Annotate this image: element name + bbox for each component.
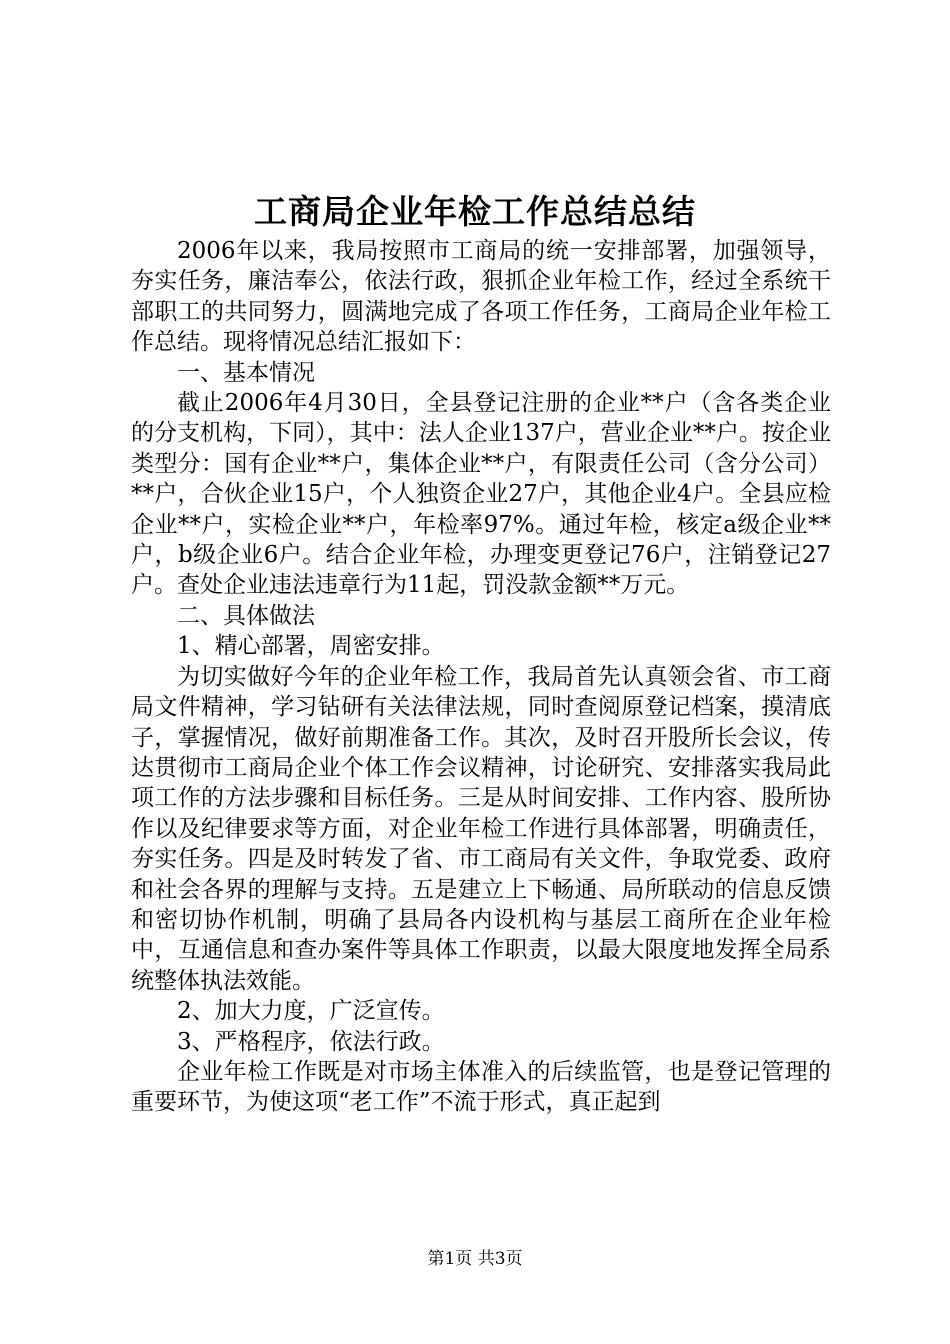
section-heading-methods: 二、具体做法 bbox=[177, 602, 315, 629]
paragraph-intro: 2006年以来，我局按照市工商局的统一安排部署，加强领导，夯实任务，廉洁奉公，依法行政，狠抓企业年检工作，经过全系统干部职工的共同努力，圆满地完成了各项工作任务，工商局企业年检工作总结。现将情况总结汇报如下： bbox=[131, 238, 831, 356]
subheading-3: 3、严格程序，依法行政。 bbox=[177, 1028, 445, 1055]
document-title: 工商局企业年检工作总结总结 bbox=[254, 192, 696, 231]
paragraph-procedure: 企业年检工作既是对市场主体准入的后续监管，也是登记管理的重要环节，为使这项“老工作”不流于形式，真正起到 bbox=[131, 1058, 831, 1116]
section-heading-basic: 一、基本情况 bbox=[177, 359, 315, 386]
page-footer: 第1页 共3页 bbox=[427, 1249, 523, 1269]
subheading-1: 1、精心部署，周密安排。 bbox=[177, 633, 445, 660]
paragraph-deployment: 为切实做好今年的企业年检工作，我局首先认真领会省、市工商局文件精神，学习钻研有关法律法规，同时查阅原登记档案，摸清底子，掌握情况，做好前期准备工作。其次，及时召开股所长会议，传达贯彻市工商局企业个体工作会议精神，讨论研究、安排落实我局此项工作的方法步骤和目标任务。三是从时间安排、工作内容、股所协作以及纪律要求等方面，对企业年检工作进行具体部署，明确责任，夯实任务。四是及时转发了省、市工商局有关文件，争取党委、政府和社会各界的理解与支持。五是建立上下畅通、局所联动的信息反馈和密切协作机制，明确了县局各内设机构与基层工商所在企业年检中，互通信息和查办案件等具体工作职责，以最大限度地发挥全局系统整体执法效能。 bbox=[131, 663, 831, 994]
paragraph-basic-situation: 截止2006年4月30日，全县登记注册的企业**户（含各类企业的分支机构，下同），其中：法人企业137户，营业企业**户。按企业类型分：国有企业**户，集体企业**户，有限责任公司（含分公司）**户，合伙企业15户，个人独资企业27户，其他企业4户。全县应检企业**户，实检企业**户，年检率97%。通过年检，核定a级企业**户，b级企业6户。结合企业年检，办理变更登记76户，注销登记27户。查处企业违法违章行为11起，罚没款金额**万元。 bbox=[131, 390, 831, 599]
document-body bbox=[131, 236, 831, 1118]
subheading-2: 2、加大力度，广泛宣传。 bbox=[177, 998, 445, 1025]
